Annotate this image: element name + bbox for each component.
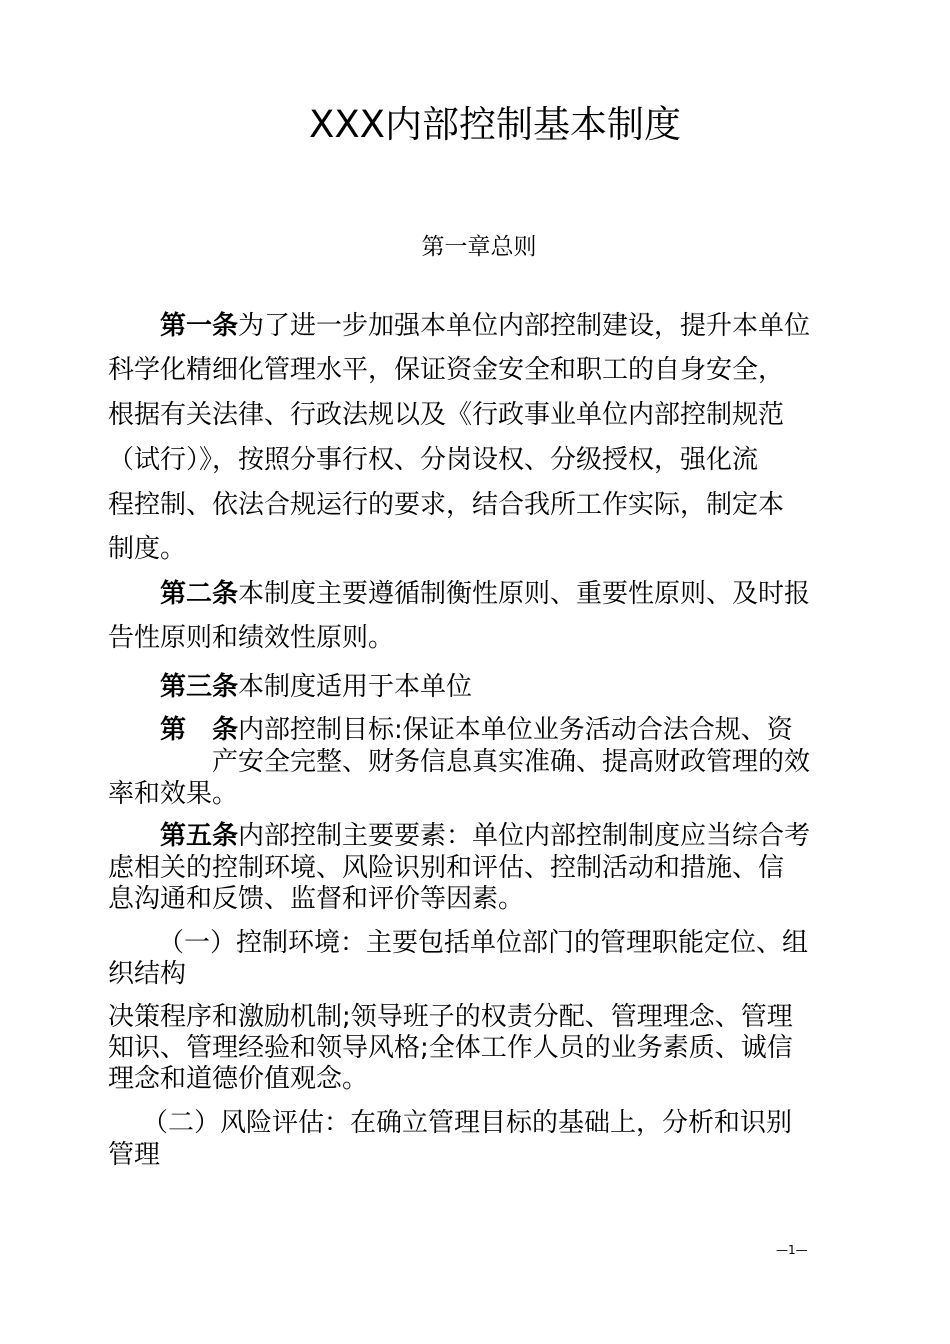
article-1-line-6: 制度。 xyxy=(108,534,187,564)
item-2-line-1: （二）风险评估：在确立管理目标的基础上，分析和识别 xyxy=(142,1108,793,1138)
article-4-text: 内部控制目标:保证本单位业务活动合法合规、资 xyxy=(238,715,793,745)
article-4-label-part-2: 条 xyxy=(212,715,239,745)
article-5-label: 第五条 xyxy=(160,821,239,851)
chapter-title: 第一章总则 xyxy=(421,234,537,260)
article-1-line-1 xyxy=(160,306,810,346)
article-4-line-1 xyxy=(160,714,793,746)
article-5-line-2: 虑相关的控制环境、风险识别和评估、控制活动和措施、信 xyxy=(108,853,785,883)
article-2-line-1 xyxy=(160,574,810,614)
document-title: XXX内部控制基本制度 xyxy=(308,103,682,146)
article-4-label-part-1: 第 xyxy=(160,715,187,745)
article-2-line-2: 告性原则和绩效性原则。 xyxy=(108,623,395,653)
article-1-line-3: 根据有关法律、行政法规以及《行政事业单位内部控制规范 xyxy=(108,400,785,430)
article-4-line-2: 产安全完整、财务信息真实准确、提高财政管理的效 xyxy=(212,747,811,777)
item-1-line-1: （一）控制环境：主要包括单位部门的管理职能定位、组 xyxy=(158,928,809,958)
article-1-line-4: （试行）》，按照分事行权、分岗设权、分级授权，强化流 xyxy=(108,445,759,475)
article-1-text: 为了进一步加强本单位内部控制建设，提升本单位 xyxy=(238,311,811,341)
article-2-label: 第二条 xyxy=(160,579,239,609)
article-2-text: 本制度主要遵循制衡性原则、重要性原则、及时报 xyxy=(238,579,811,609)
article-1-line-5: 程控制、依法合规运行的要求，结合我所工作实际，制定本 xyxy=(108,490,785,520)
item-1-line-4: 知识、管理经验和领导风格;全体工作人员的业务素质、诚信 xyxy=(108,1033,793,1063)
article-5-line-1 xyxy=(160,820,810,852)
article-3-label: 第三条 xyxy=(160,672,239,702)
item-1-line-5: 理念和道德价值观念。 xyxy=(108,1064,369,1094)
article-1-label: 第一条 xyxy=(160,311,239,341)
article-4-line-3: 率和效果。 xyxy=(108,779,239,809)
page-number: —1— xyxy=(776,1243,808,1257)
article-5-text: 内部控制主要要素：单位内部控制制度应当综合考 xyxy=(238,821,811,851)
article-5-line-3: 息沟通和反馈、监督和评价等因素。 xyxy=(108,884,525,914)
article-3-line-1 xyxy=(160,667,472,707)
item-1-line-2: 织结构 xyxy=(108,959,187,989)
item-1-line-3: 决策程序和激励机制;领导班子的权责分配、管理理念、管理 xyxy=(108,1002,793,1032)
item-2-line-2: 管理 xyxy=(108,1140,161,1170)
article-1-line-2: 科学化精细化管理水平，保证资金安全和职工的自身安全， xyxy=(108,355,785,385)
article-3-text: 本制度适用于本单位 xyxy=(238,672,473,702)
